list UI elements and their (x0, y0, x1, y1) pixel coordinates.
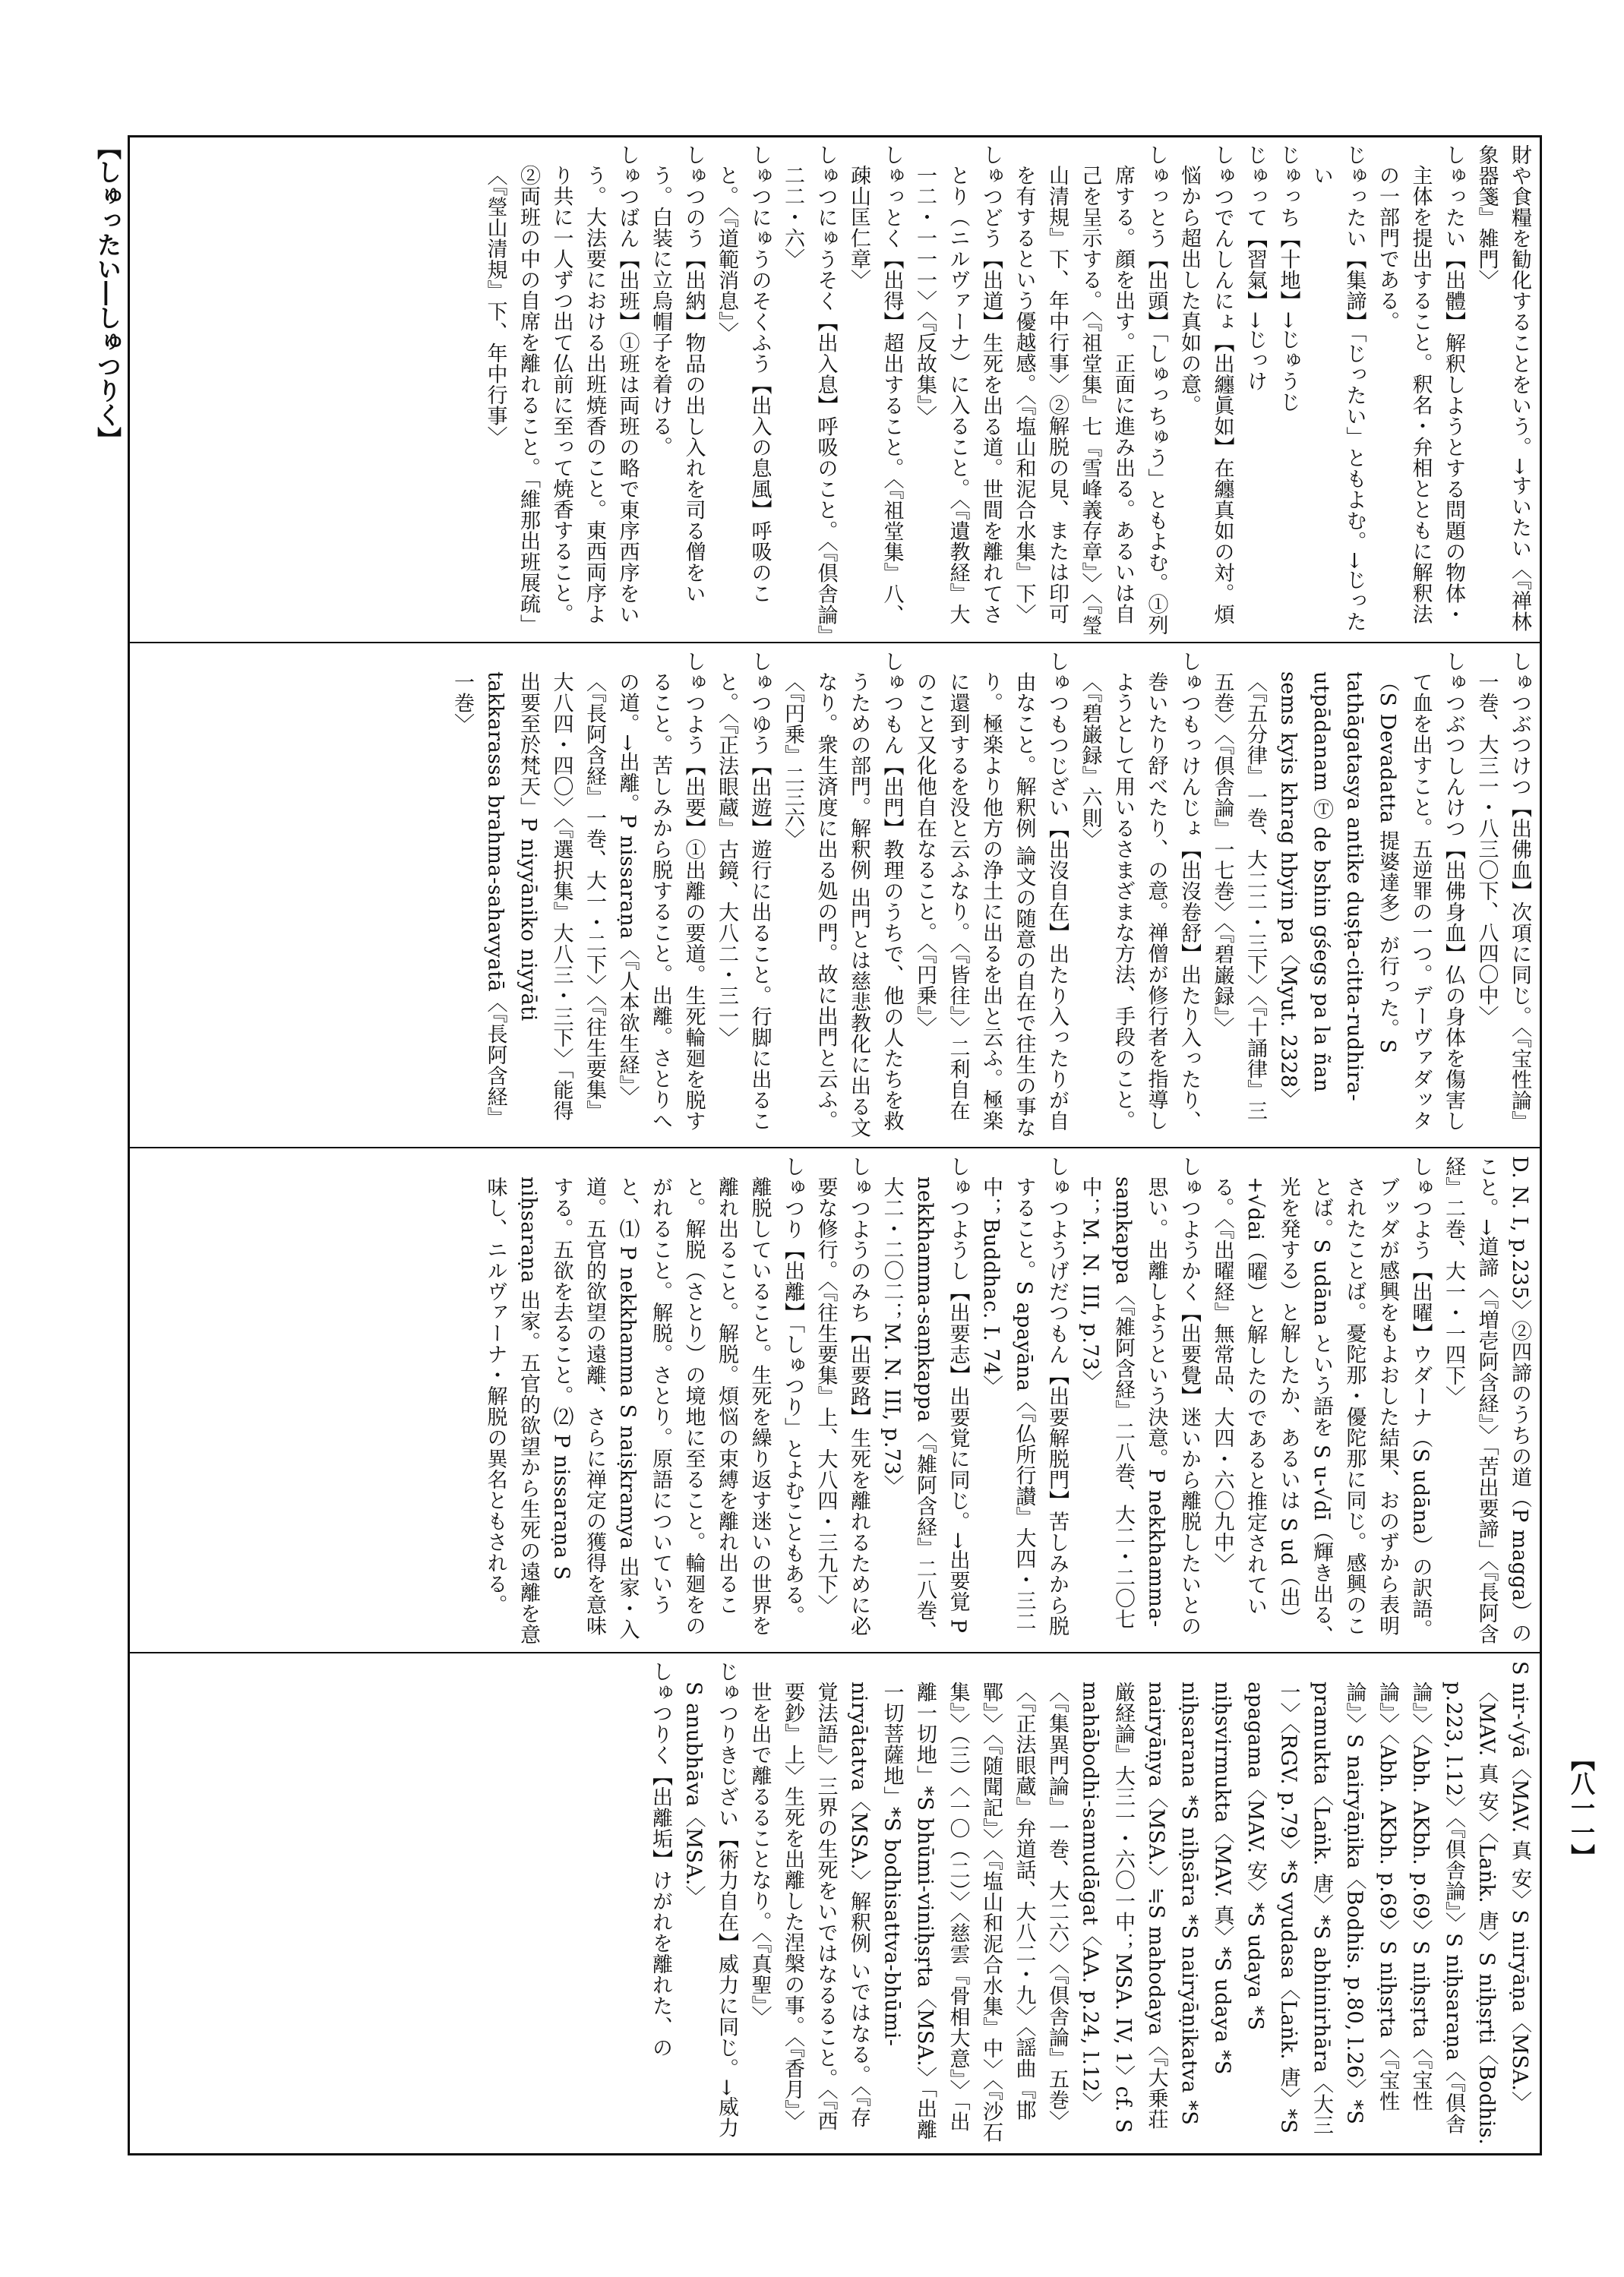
dictionary-entry: しゅつにゅうそく【出入息】呼吸のこと。〈『倶舎論』二二・六〉 (781, 144, 838, 636)
dictionary-entry: しゅつのう【出納】物品の出し入れを司る僧をいう。白装に立烏帽子を着ける。 (649, 144, 706, 604)
dictionary-entry: しゅつでんしんにょ【出纏眞如】在纏真如の対。煩悩から超出した真如の意。 (1177, 144, 1234, 625)
dictionary-entry: しゅつどう【出道】生死を出る道。世間を離れてさとり（ニルヴァーナ）に入ること。〈『遺教経』大一二・一一一〉〈『反故集』〉 (913, 144, 1003, 625)
dictionary-entry: しゅつぶつしんけつ【出佛身血】仏の身体を傷害して血を出すこと。五逆罪の一つ。デーヴァダッタ（S Devadatta 提婆達多）が行った。S tathāgatasya antike duṣṭa-citta-rudhira-utpādanam Ⓣ de bshin gśegs pa la ñan sems kyis khrag hbyin pa〈Myut. 2328〉〈『五分律』一巻、大二二・三下〉〈『十誦律』三五巻〉〈『倶舎論』一七巻〉〈『碧巌録』〉 (1210, 651, 1465, 1132)
dictionary-entry: S nir-√yā〈MAV. 真 安〉S niryāṇa〈MSA.〉〈MAV. 真 安〉〈Laṅk. 唐〉S niḥsṛti〈Bodhis. p.223, l.12〉〈『倶舎論』〉S niḥsaraṇa〈『倶舎論』〉〈Abh. AKbh. p.69〉S niḥsṛta〈『宝性論』〉〈Abh. AKbh. p.69〉S niḥsṛta〈『宝性論』〉S nairyāṇika〈Bodhis. p.80, l.26〉*S pramukta〈Laṅk. 唐〉*S abhinirhāra〈大三一〉〈RGV. p.79〉*S vyudasa〈Laṅk. 唐〉*S apagama〈MAV. 安〉*S udaya *S niḥsvirmukta〈MAV. 真〉*S udaya *S niḥsarana *S niḥsāra *S nairyāṇikatva *S nairyāṇya〈MSA.〉≒S mahodaya〈『大乗荘厳経論』大三一・六〇一中；MSA. IV, 1〉cf. S mahābodhi-samudāgat〈AA. p.24, l.12〉〈『集異門論』一巻、大二六〉〈『倶舎論』五巻〉〈『正法眼蔵』弁道話、大八二・九〉〈謡曲『邯鄲』〉〈『随聞記』〉〈『塩山和泥合水集』中〉〈『沙石集』〉（三）〈一〇（二）〉〈慈雲『骨相大意』〉「出離一切地」*S bhūmi-viniḥsṛta〈MSA.〉「出離一切菩薩地」*S bodhisattva-bhūmi-niryātatva〈MSA.〉解釈例 いではなる。〈『存覚法語』〉三界の生死をいではなるること。〈『西要鈔』上〉生死を出離した涅槃の事。〈『香月』〉世を出で離るることなり。〈『真聖』〉 (747, 1661, 1531, 2146)
dictionary-entry: しゅつにゅうのそくふう【出入の息風】呼吸のこと。〈『道範消息』〉 (715, 144, 772, 604)
dictionary-entry: しゅつもん【出門】教理のうちで、他の人たちを救うための部門。解釈例 出門とは慈悲教化に出る文なり。衆生済度に出る処の門。故に出門と云ふ。〈『円乗』二三六〉 (781, 651, 904, 1138)
dictionary-entry: しゅつゆう【出遊】遊行に出ること。行脚に出ること。〈『正法眼蔵』古鏡、大八二・三一〉 (715, 651, 772, 1132)
dictionary-entry: しゅつばん【出班】①班は両班の略で東序西序をいう。大法要における出班焼香のこと。東西両序より共に一人ずつ出て仏前に至って焼香すること。②両班の中の自席を離れること。「維那出班展疏」〈『瑩山清規』下、年中行事〉 (483, 144, 640, 635)
dictionary-entry: じゅっち【十地】→じゅうじ (1276, 144, 1300, 413)
dictionary-entry: しゅつようげだつもん【出要解脱門】苦しみから脱すること。S apayāna〈『仏所行讃』大四・三二中；Buddhac. I. 74〉 (979, 1156, 1069, 1637)
dictionary-entry: しゅつり【出離】「しゅつり」とよむこともある。離脱していること。生死を繰り返す迷いの世界を離れ出ること。解脱。煩悩の束縛を離れ出ること。解脱（さとり）の境地に至ること。輪廻をのがれること。解脱。さとり。原語についていうと、⑴ P nekkhamma S naiṣkramya 出家・入道。五官的欲望の遠離、さらに禅定の獲得を意味する。五欲を去ること。⑵ P nissaraṇa S niḥsaraṇa 出家。五官的欲望から生死の遠離を意味し、ニルヴァーナ・解脱の異名ともされる。 (483, 1156, 804, 1645)
page-number: 【八一一】 (1567, 1747, 1596, 1868)
running-head: 【しゅったい―しゅつりく】 (93, 135, 122, 451)
dictionary-entry: しゅつようし【出要志】出要覚に同じ。→出要覚 P nekkhamma-saṃkappa〈『雑阿含経』二八巻、大二・二〇二；M. N. III, p.73〉 (880, 1156, 970, 1642)
dictionary-tier-1 (134, 144, 1536, 636)
dictionary-entry: しゅったい【出體】解釈しようとする問題の物体・主体を提出すること。釈名・弁相とともに解釈法の一部門である。 (1376, 144, 1465, 625)
dictionary-tier-2 (134, 651, 1536, 1142)
dictionary-entry: しゅつようかく【出要覺】迷いから離脱したいとの思い。出離しようという決意。P nekkhamma-saṃkappa〈『雑阿含経』二八巻、大二・二〇七中；M. N. III, p.73〉 (1078, 1156, 1201, 1637)
dictionary-entry: しゅつりく【出離垢】けがれを離れた、の (649, 1661, 672, 2058)
dictionary-tier-3 (134, 1156, 1536, 1647)
tier-divider (128, 1147, 1542, 1148)
dictionary-entry: しゅつよう【出要】①出離の要道。生死輪廻を脱すること。苦しみから脱すること。出離。さとりへの道。→出離。P nissaraṇa〈『人本欲生経』〉〈『長阿含経』一巻、大一・二下〉〈『往生要集』大八四・四〇〉〈『選択集』大八三・三下〉「能得出要至於梵天」P niyyāniko niyyāti takkarassa brahma-sahavyatā〈『長阿含経』一巻〉 (450, 651, 706, 1132)
dictionary-entry: じゅったい【集諦】「じったい」ともよむ。→じったい (1310, 144, 1366, 633)
dictionary-entry: しゅっとく【出得】超出すること。〈『祖堂集』八、疎山匡仁章〉 (847, 144, 904, 625)
dictionary-entry: しゅつもつじざい【出沒自在】出たり入ったりが自由なこと。解釈例 論文の随意の自在で往生の事なり。極楽より他方の浄土に出るを出と云ふ。極楽に還到するを没と云ふなり。〈『皆往』〉二利自在のこと又化他自在なること。〈『円乗』〉 (913, 651, 1069, 1138)
dictionary-entry: しゅつよう【出曜】ウダーナ（S udāna）の訳語。ブッダが感興をもよおした結果、おのずから表明されたことば。憂陀那・優陀那に同じ。感興のことば。S udāna という語を S u-√dī（輝き出る、光を発する）と解したか、あるいは S ud（出）+√dai（曜）と解したのであると推定されている。〈『出曜経』無常品、大四・六〇九中〉 (1210, 1156, 1433, 1647)
dictionary-entry: しゅつようのみち【出要路】生死を離れるために必要な修行。〈『往生要集』上、大八四・三九下〉 (814, 1156, 870, 1637)
dictionary-entry: じゅつりきじざい【術力自在】威力に同じ。→威力 S anubhāva〈MSA.〉 (681, 1661, 738, 2139)
dictionary-entry: 財や食糧を勧化することをいう。→すいたい〈『禅林象器箋』雑門〉 (1474, 144, 1531, 633)
dictionary-entry: しゅっとう【出頭】「しゅっちゅう」ともよむ。①列席する。顔を出す。正面に進み出る。あるいは自己を呈示する。〈『祖堂集』七『雪峰義存章』〉〈『瑩山清規』下、年中行事〉②解脱の見、または印可を有するという優越感。〈『塩山和泥合水集』下〉 (1012, 144, 1168, 636)
tier-divider (128, 1652, 1542, 1653)
dictionary-entry: しゅつもっけんじょ【出沒卷舒】出たり入ったり、巻いたり舒べたり、の意。禅僧が修行者を指導しようとして用いるさまざまな方法、手段のこと。〈『碧巌録』六則〉 (1078, 651, 1201, 1132)
dictionary-entry: じゅって【習氣】→じっけ (1243, 144, 1267, 392)
dictionary-entry: D. N. I, p.235〉②四諦のうちの道（P magga）のこと。→道諦〈『増壱阿含経』〉「苦出要諦」〈『長阿含経』二巻、大一・一四下〉 (1442, 1156, 1531, 1645)
dictionary-tier-4 (134, 1661, 1536, 2149)
tier-divider (128, 642, 1542, 643)
dictionary-entry: しゅつぶつけつ【出佛血】次項に同じ。〈『宝性論』一巻、大三一・八三〇下、八四〇中〉 (1474, 651, 1531, 1132)
